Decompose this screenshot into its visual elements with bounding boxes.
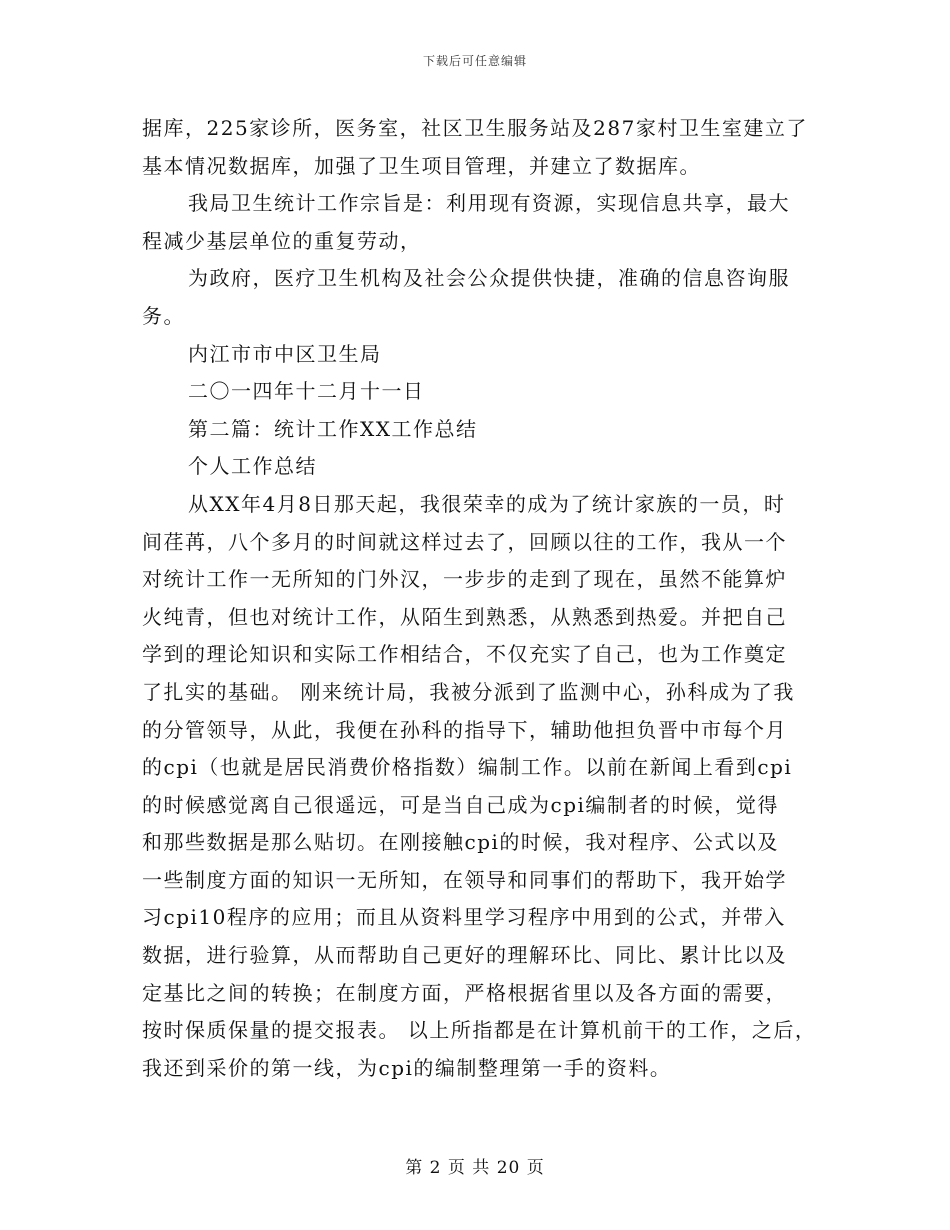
- text-line: 为政府，医疗卫生机构及社会公众提供快捷，准确的信息咨询服: [188, 266, 790, 291]
- text-line: 内江市市中区卫生局: [188, 341, 382, 366]
- text-line: 我还到采价的第一线，为cpi的编制整理第一手的资料。: [142, 1055, 672, 1080]
- text-line: 程减少基层单位的重复劳动，: [142, 228, 422, 253]
- text-line: 务。: [142, 303, 185, 328]
- text-line: 的分管领导，从此，我便在孙科的指导下，辅助他担负晋中市每个月: [142, 717, 787, 742]
- text-line: 的cpi（也就是居民消费价格指数）编制工作。以前在新闻上看到cpi: [142, 755, 793, 780]
- document-body: [142, 110, 817, 1087]
- text-line: 的时候感觉离自己很遥远，可是当自己成为cpi编制者的时候，觉得: [142, 792, 779, 817]
- text-line: 了扎实的基础。 刚来统计局，我被分派到了监测中心，孙科成为了我: [142, 679, 795, 704]
- text-line: 间荏苒，八个多月的时间就这样过去了，回顾以往的工作，我从一个: [142, 529, 787, 554]
- text-line: 据库，225家诊所，医务室，社区卫生服务站及287家村卫生室建立了: [142, 116, 808, 140]
- text-line: 一些制度方面的知识一无所知，在领导和同事们的帮助下，我开始学: [142, 867, 787, 892]
- text-line: 定基比之间的转换；在制度方面，严格根据省里以及各方面的需要，: [142, 980, 787, 1005]
- text-line: 数据，进行验算，从而帮助自己更好的理解环比、同比、累计比以及: [142, 943, 787, 968]
- text-line: 我局卫生统计工作宗旨是：利用现有资源，实现信息共享，最大: [188, 191, 790, 216]
- text-line: 个人工作总结: [188, 454, 317, 479]
- text-line: 学到的理论知识和实际工作相结合，不仅充实了自己，也为工作奠定: [142, 642, 787, 667]
- text-line: 和那些数据是那么贴切。在刚接触cpi的时候，我对程序、公式以及: [142, 830, 779, 855]
- text-line: 二〇一四年十二月十一日: [188, 379, 425, 404]
- text-line: 习cpi10程序的应用；而且从资料里学习程序中用到的公式，并带入: [142, 905, 786, 930]
- page-footer: 第 2 页 共 20 页: [405, 1158, 545, 1178]
- text-line: 第二篇：统计工作XX工作总结: [188, 416, 478, 441]
- page-header: 下载后可任意编辑: [422, 54, 527, 68]
- text-line: 按时保质保量的提交报表。 以上所指都是在计算机前干的工作，之后，: [142, 1018, 817, 1043]
- text-line: 基本情况数据库，加强了卫生项目管理，并建立了数据库。: [142, 153, 701, 178]
- text-line: 火纯青，但也对统计工作，从陌生到熟悉，从熟悉到热爱。并把自己: [142, 604, 787, 629]
- text-line: 对统计工作一无所知的门外汉，一步步的走到了现在，虽然不能算炉: [142, 567, 787, 592]
- text-line: 从XX年4月8日那天起，我很荣幸的成为了统计家族的一员，时: [188, 491, 786, 516]
